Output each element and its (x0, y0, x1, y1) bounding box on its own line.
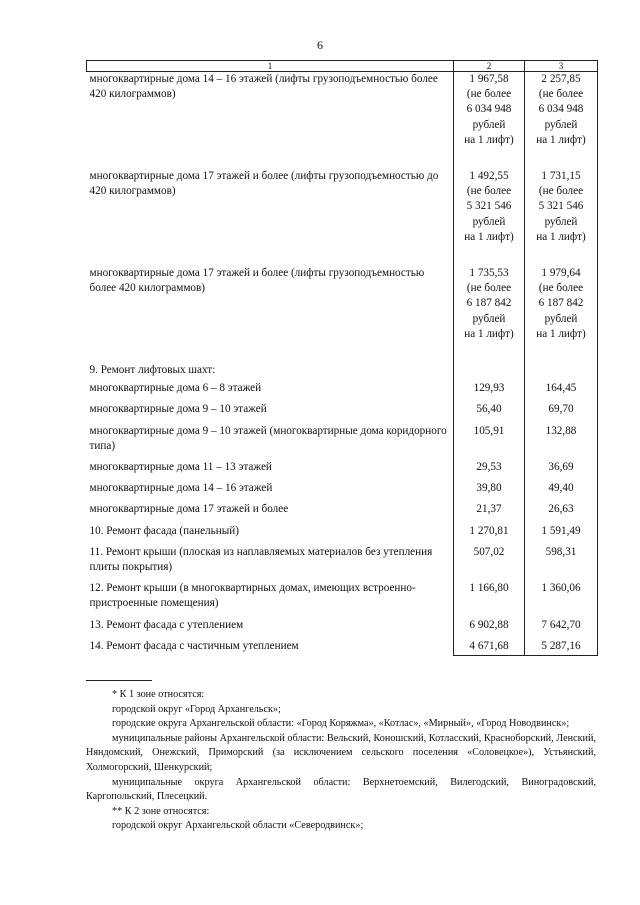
row-label: многоквартирные дома 6 – 8 этажей (89, 382, 262, 395)
table-row (87, 266, 598, 342)
zone-2-value (525, 581, 598, 611)
zone-2-value (525, 618, 598, 633)
table-row (87, 524, 598, 539)
value-line: (не более (466, 282, 512, 295)
footnote-line: городской округ «Город Архангельск»; (112, 703, 281, 715)
value-line: 507,02 (473, 545, 505, 558)
zone-1-value (454, 72, 525, 149)
table-row (87, 545, 598, 575)
value-line: 1 270,81 (469, 524, 509, 537)
value-line: на 1 лифт) (536, 133, 586, 146)
value-line: 26,63 (548, 503, 574, 516)
footnotes (86, 688, 596, 834)
value-line: 6 187 842 (466, 297, 512, 310)
tariff-table (86, 60, 598, 656)
column-header-1: 1 (87, 61, 454, 72)
value-line: рублей (544, 215, 578, 228)
zone-2-value (525, 524, 598, 539)
row-label: 14. Ремонт фасада с частичным утеплением (89, 639, 299, 652)
row-label: многоквартирные дома 17 этажей и более (лифты грузоподъемностью до 420 килограммов) (89, 170, 439, 198)
zone-2-value (525, 545, 598, 575)
value-line: 36,69 (548, 461, 574, 474)
value-line: 1 492,55 (469, 170, 509, 183)
table-row (87, 481, 598, 496)
zone-2-value (525, 460, 598, 475)
value-line: на 1 лифт) (464, 133, 514, 146)
column-header-3: 3 (525, 61, 598, 72)
zone-2-value (525, 381, 598, 396)
value-line: на 1 лифт) (536, 327, 586, 340)
zone-2-value (525, 502, 598, 517)
value-line: 1 967,58 (469, 73, 509, 85)
zone-1-value (454, 502, 525, 517)
value-line: 5 287,16 (541, 639, 581, 652)
value-line: рублей (472, 312, 506, 325)
footnote-line: городской округ Архангельской области «Северодвинск»; (112, 820, 364, 832)
footnote-line: муниципальные районы Архангельской области: Вельский, Коношский, Котласский, Красноборский, Ленский, Няндомский, Онежский, Приморский (за исключением сельского поселения «Соловецкое»), Устьянский, Холмогорский, Шенкурский; (86, 732, 596, 773)
value-line: 21,37 (476, 503, 502, 516)
table-row (87, 363, 598, 378)
zone-1-value (454, 460, 525, 475)
zone-2-value (525, 72, 598, 149)
table-row (87, 169, 598, 245)
footnote-line: муниципальные округа Архангельской области: Верхнетоемский, Вилегодский, Виноградовский, Каргопольский, Плесецкий. (86, 776, 596, 803)
value-line: 49,40 (548, 482, 574, 495)
zone-2-value (525, 481, 598, 496)
value-line: 1 731,15 (541, 170, 581, 183)
value-line: 4 671,68 (469, 639, 509, 652)
value-line: 6 034 948 (466, 103, 512, 116)
value-line: 129,93 (473, 382, 505, 395)
value-line: на 1 лифт) (536, 230, 586, 243)
row-label: многоквартирные дома 9 – 10 этажей (многоквартирные дома коридорного типа) (89, 424, 447, 452)
table-row (87, 581, 598, 611)
value-line: 132,88 (545, 424, 577, 437)
table-row (87, 618, 598, 633)
row-label: 9. Ремонт лифтовых шахт: (89, 364, 216, 377)
value-line: 5 321 546 (538, 200, 584, 213)
value-line: рублей (544, 312, 578, 325)
value-line: 29,53 (476, 461, 502, 474)
value-line: (не более (538, 185, 584, 198)
zone-2-value (525, 169, 598, 245)
zone-1-value (454, 266, 525, 342)
value-line: 105,91 (473, 424, 505, 437)
value-line: рублей (544, 118, 578, 131)
zone-1-value (454, 169, 525, 245)
value-line: 1 166,80 (469, 582, 509, 595)
zone-1-value (454, 639, 525, 654)
footnote-separator (86, 680, 152, 681)
value-line: 1 591,49 (541, 524, 581, 537)
value-line: на 1 лифт) (464, 327, 514, 340)
table-row (87, 460, 598, 475)
value-line: 164,45 (545, 382, 577, 395)
value-line: 6 034 948 (538, 103, 584, 116)
table-row (87, 502, 598, 517)
table-row (87, 381, 598, 396)
value-line: 1 735,53 (469, 267, 509, 280)
table-body (87, 72, 598, 656)
zone-2-value (525, 402, 598, 417)
table-row (87, 424, 598, 454)
row-label: многоквартирные дома 14 – 16 этажей (89, 482, 273, 495)
zone-2-value (525, 266, 598, 342)
footnote-line: * К 1 зоне относятся: (112, 689, 205, 700)
row-label: многоквартирные дома 11 – 13 этажей (89, 461, 272, 474)
value-line: 6 902,88 (469, 618, 509, 631)
footnote-line: городские округа Архангельской области: «Город Коряжма», «Котлас», «Мирный», «Город Новодвинск»; (112, 718, 570, 730)
value-line: рублей (472, 215, 506, 228)
zone-2-value (525, 424, 598, 454)
zone-2-value (525, 639, 598, 654)
value-line: рублей (472, 118, 506, 131)
page-number: 6 (317, 38, 323, 52)
zone-1-value (454, 545, 525, 575)
zone-1-value (454, 481, 525, 496)
value-line: на 1 лифт) (464, 230, 514, 243)
value-line: 69,70 (548, 403, 574, 416)
column-header-2: 2 (454, 61, 525, 72)
value-line: 2 257,85 (541, 73, 581, 85)
row-label: 13. Ремонт фасада с утеплением (89, 618, 244, 631)
value-line: 56,40 (476, 403, 502, 416)
table-row (87, 639, 598, 654)
value-line: 39,80 (476, 482, 502, 495)
row-label: многоквартирные дома 17 этажей и более (лифты грузоподъемностью более 420 килограммов) (89, 267, 425, 295)
row-label: многоквартирные дома 9 – 10 этажей (89, 403, 267, 416)
value-line: 598,31 (545, 545, 577, 558)
zone-1-value (454, 424, 525, 454)
zone-1-value (454, 363, 525, 378)
row-label: 12. Ремонт крыши (в многоквартирных домах, имеющих встроенно-пристроенные помещения) (89, 582, 416, 610)
row-label: многоквартирные дома 17 этажей и более (89, 503, 289, 516)
zone-1-value (454, 581, 525, 611)
row-label: 11. Ремонт крыши (плоская из наплавляемых материалов без утепления плиты покрытия) (89, 545, 433, 574)
row-label: многоквартирные дома 14 – 16 этажей (лифты грузоподъемностью более 420 килограммов) (89, 73, 438, 101)
footnote-line: ** К 2 зоне относятся: (112, 805, 210, 817)
value-line: 7 642,70 (541, 618, 581, 631)
zone-1-value (454, 381, 525, 396)
value-line: 5 321 546 (466, 200, 512, 213)
value-line: (не более (466, 88, 512, 101)
value-line: 1 979,64 (541, 267, 581, 280)
value-line: (не более (538, 88, 584, 101)
table-row (87, 402, 598, 417)
zone-1-value (454, 402, 525, 417)
zone-1-value (454, 618, 525, 633)
value-line: (не более (538, 282, 584, 295)
zone-1-value (454, 524, 525, 539)
value-line: 1 360,06 (541, 582, 581, 595)
value-line: 6 187 842 (538, 297, 584, 310)
row-label: 10. Ремонт фасада (панельный) (89, 524, 239, 537)
table-row (87, 72, 598, 149)
zone-2-value (525, 363, 598, 378)
value-line: (не более (466, 185, 512, 198)
